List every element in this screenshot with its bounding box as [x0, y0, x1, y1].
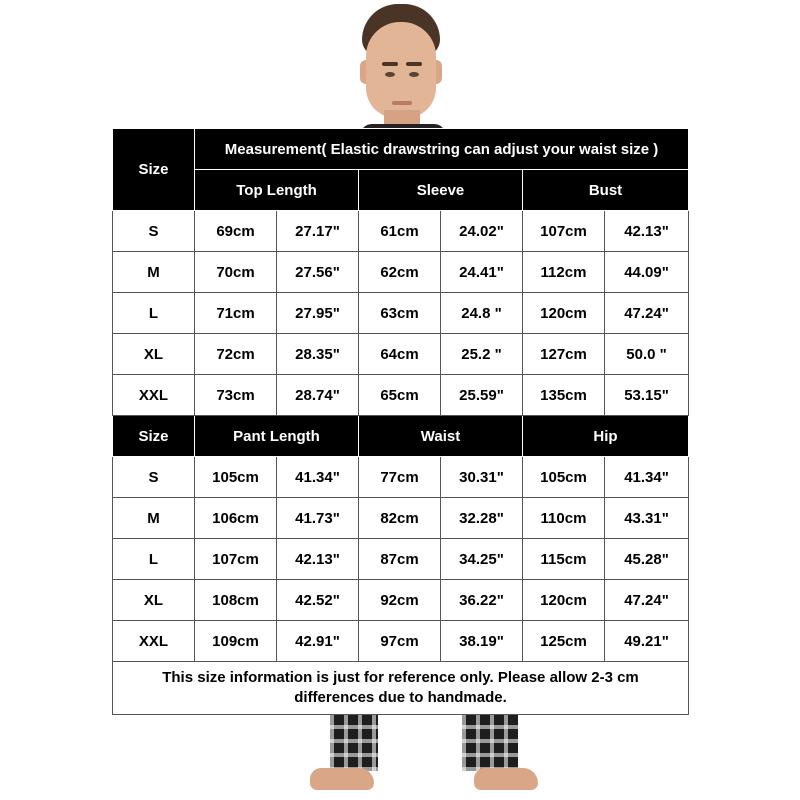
- size-header: Size: [113, 129, 195, 211]
- measurement-cell: 97cm: [359, 621, 441, 662]
- measurement-cell: 69cm: [195, 211, 277, 252]
- measurement-cell: 42.13": [605, 211, 689, 252]
- measurement-cell: 92cm: [359, 580, 441, 621]
- top-length-header: Top Length: [195, 170, 359, 211]
- measurement-cell: 82cm: [359, 498, 441, 539]
- measurement-cell: 72cm: [195, 334, 277, 375]
- measurement-cell: 107cm: [195, 539, 277, 580]
- bottom-table-rows: [113, 457, 689, 662]
- hip-header: Hip: [523, 416, 689, 457]
- measurement-cell: 120cm: [523, 580, 605, 621]
- table-row: [113, 375, 689, 416]
- model-foot: [310, 768, 374, 790]
- measurement-cell: 24.02": [441, 211, 523, 252]
- measurement-cell: 38.19": [441, 621, 523, 662]
- measurement-cell: 135cm: [523, 375, 605, 416]
- size-label: XXL: [113, 621, 195, 662]
- model-brow: [382, 62, 398, 66]
- measurement-cell: 47.24": [605, 293, 689, 334]
- measurement-cell: 41.34": [277, 457, 359, 498]
- measurement-cell: 25.2 ": [441, 334, 523, 375]
- size-label: S: [113, 211, 195, 252]
- table-row: [113, 293, 689, 334]
- table-row: [113, 457, 689, 498]
- size-label: L: [113, 293, 195, 334]
- measurement-cell: 32.28": [441, 498, 523, 539]
- measurement-cell: 77cm: [359, 457, 441, 498]
- size-label: XXL: [113, 375, 195, 416]
- measurement-cell: 30.31": [441, 457, 523, 498]
- measurement-cell: 65cm: [359, 375, 441, 416]
- model-brow: [406, 62, 422, 66]
- measurement-cell: 71cm: [195, 293, 277, 334]
- size-label: M: [113, 498, 195, 539]
- table-row: [113, 621, 689, 662]
- measurement-cell: 34.25": [441, 539, 523, 580]
- table-row: [113, 252, 689, 293]
- size-label: S: [113, 457, 195, 498]
- measurement-cell: 105cm: [195, 457, 277, 498]
- measurement-header: Measurement( Elastic drawstring can adjust your waist size ): [195, 129, 689, 170]
- measurement-cell: 87cm: [359, 539, 441, 580]
- measurement-cell: 115cm: [523, 539, 605, 580]
- measurement-cell: 25.59": [441, 375, 523, 416]
- measurement-cell: 42.52": [277, 580, 359, 621]
- measurement-cell: 42.91": [277, 621, 359, 662]
- measurement-cell: 42.13": [277, 539, 359, 580]
- size-chart-table: [112, 128, 689, 715]
- measurement-cell: 112cm: [523, 252, 605, 293]
- measurement-cell: 120cm: [523, 293, 605, 334]
- measurement-cell: 125cm: [523, 621, 605, 662]
- table-row: [113, 211, 689, 252]
- measurement-cell: 106cm: [195, 498, 277, 539]
- table-row: [113, 580, 689, 621]
- measurement-cell: 28.35": [277, 334, 359, 375]
- measurement-cell: 109cm: [195, 621, 277, 662]
- measurement-cell: 41.34": [605, 457, 689, 498]
- model-foot: [474, 768, 538, 790]
- measurement-cell: 44.09": [605, 252, 689, 293]
- measurement-cell: 64cm: [359, 334, 441, 375]
- measurement-cell: 108cm: [195, 580, 277, 621]
- pant-length-header: Pant Length: [195, 416, 359, 457]
- waist-header: Waist: [359, 416, 523, 457]
- table-row: [113, 539, 689, 580]
- measurement-cell: 62cm: [359, 252, 441, 293]
- measurement-cell: 47.24": [605, 580, 689, 621]
- measurement-cell: 24.8 ": [441, 293, 523, 334]
- measurement-cell: 127cm: [523, 334, 605, 375]
- measurement-cell: 27.17": [277, 211, 359, 252]
- measurement-cell: 27.56": [277, 252, 359, 293]
- table-row: [113, 498, 689, 539]
- size-header: Size: [113, 416, 195, 457]
- measurement-cell: 110cm: [523, 498, 605, 539]
- size-label: XL: [113, 334, 195, 375]
- measurement-cell: 53.15": [605, 375, 689, 416]
- top-table-rows: [113, 211, 689, 416]
- measurement-cell: 105cm: [523, 457, 605, 498]
- measurement-cell: 36.22": [441, 580, 523, 621]
- measurement-cell: 24.41": [441, 252, 523, 293]
- measurement-cell: 63cm: [359, 293, 441, 334]
- size-label: M: [113, 252, 195, 293]
- model-mouth: [392, 101, 412, 105]
- model-plaid-pants: [330, 715, 378, 771]
- measurement-cell: 61cm: [359, 211, 441, 252]
- measurement-cell: 49.21": [605, 621, 689, 662]
- measurement-cell: 45.28": [605, 539, 689, 580]
- model-eye: [385, 72, 395, 77]
- measurement-cell: 73cm: [195, 375, 277, 416]
- measurement-cell: 50.0 ": [605, 334, 689, 375]
- bust-header: Bust: [523, 170, 689, 211]
- size-label: L: [113, 539, 195, 580]
- model-eye: [409, 72, 419, 77]
- measurement-cell: 41.73": [277, 498, 359, 539]
- size-label: XL: [113, 580, 195, 621]
- sleeve-header: Sleeve: [359, 170, 523, 211]
- measurement-cell: 28.74": [277, 375, 359, 416]
- model-plaid-pants: [462, 715, 518, 771]
- table-row: [113, 334, 689, 375]
- measurement-cell: 107cm: [523, 211, 605, 252]
- reference-note: This size information is just for reference only. Please allow 2-3 cm differences due to handmade.: [113, 662, 689, 715]
- measurement-cell: 27.95": [277, 293, 359, 334]
- measurement-cell: 70cm: [195, 252, 277, 293]
- measurement-cell: 43.31": [605, 498, 689, 539]
